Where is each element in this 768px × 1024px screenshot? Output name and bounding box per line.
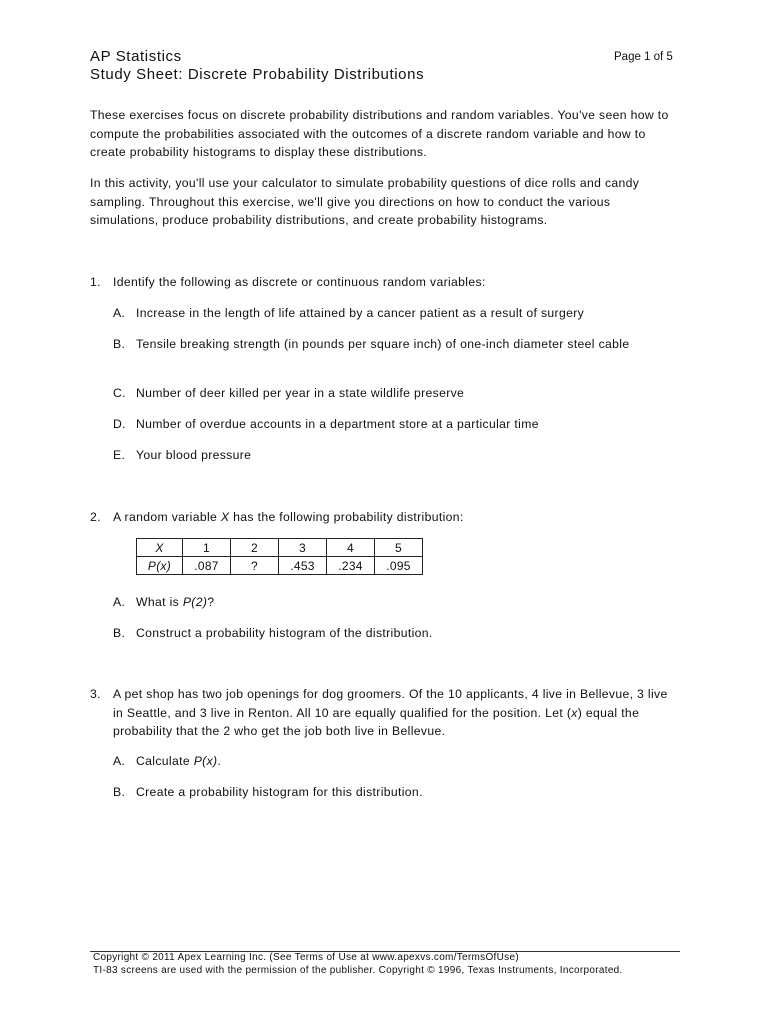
variable-x: x [571,705,578,720]
item-text: Number of deer killed per year in a state wildlife preserve [136,386,465,400]
page-number: Page 1 of 5 [614,51,673,63]
text-part: has the following probability distribution: [229,510,464,524]
x-value: 1 [183,539,231,557]
permission-line: TI-83 screens are used with the permission of the publisher. Copyright © 1996, Texas Instruments, Incorporated. [93,965,623,976]
item-text: Number of overdue accounts in a department store at a particular time [136,417,539,431]
question-number: 3. [90,687,101,701]
item-text: Construct a probability histogram of the distribution. [136,626,433,640]
expression-p2: P(2) [182,595,208,609]
p-value: .095 [375,557,423,575]
item-letter: B. [113,785,126,799]
intro-paragraph-1: These exercises focus on discrete probability distributions and random variables. You've seen how to compute the probabilities associated with the outcomes of a discrete random variable and how to create probability histograms to display these distributions. [90,108,669,159]
item-letter: B. [113,337,126,351]
text-part: Calculate [136,754,194,768]
item-text: Increase in the length of life attained by a cancer patient as a result of surgery [136,306,585,320]
text-part: . [217,754,222,768]
row-header-x: X [137,539,183,557]
p-value: .453 [279,557,327,575]
question-number: 1. [90,275,101,289]
item-text [136,593,666,612]
expression-px: P(x) [193,754,218,768]
p-value: .234 [327,557,375,575]
text-part: A pet shop has two job openings for dog groomers. Of the 10 applicants, 4 live in Bellevue, 3 live in Seattle, and 3 live in Renton. All 10 are equally qualified for the position. Let ( [113,687,668,720]
x-value: 5 [375,539,423,557]
item-text: Tensile breaking strength (in pounds per square inch) of one-inch diameter steel cable [136,337,630,351]
document-title: Study Sheet: Discrete Probability Distributions [90,66,425,83]
text-part: A random variable [113,510,221,524]
question-text [113,685,673,741]
item-letter: D. [113,417,126,431]
item-letter: A. [113,754,126,768]
copyright-line: Copyright © 2011 Apex Learning Inc. (See Terms of Use at www.apexvs.com/TermsOfUse) [93,952,519,963]
table-row-p [137,557,423,575]
item-text: Your blood pressure [136,448,252,462]
table-row-x [137,539,423,557]
p-value: .087 [183,557,231,575]
item-letter: A. [113,306,126,320]
item-letter: C. [113,386,126,400]
item-letter: E. [113,448,126,462]
x-value: 2 [231,539,279,557]
text-part: ? [207,595,215,609]
x-value: 4 [327,539,375,557]
item-text [136,752,666,771]
variable-x: X [220,510,230,524]
item-letter: B. [113,626,126,640]
x-value: 3 [279,539,327,557]
intro-paragraph-2: In this activity, you'll use your calculator to simulate probability questions of dice rolls and candy sampling. Throughout this exercise, we'll give you directions on how to conduct the various simulations, produce probability distributions, and create probability histograms. [90,176,640,227]
question-text [113,508,673,527]
text-part: What is [136,595,183,609]
course-title: AP Statistics [90,48,182,65]
question-number: 2. [90,510,101,524]
p-value: ? [231,557,279,575]
item-text: Create a probability histogram for this distribution. [136,785,423,799]
row-header-p: P(x) [137,557,183,575]
item-letter: A. [113,595,126,609]
text-part: ) equal the probability that the 2 who get the job both live in Bellevue. [113,705,640,738]
question-text: Identify the following as discrete or continuous random variables: [113,275,486,289]
probability-distribution-table [136,538,423,575]
